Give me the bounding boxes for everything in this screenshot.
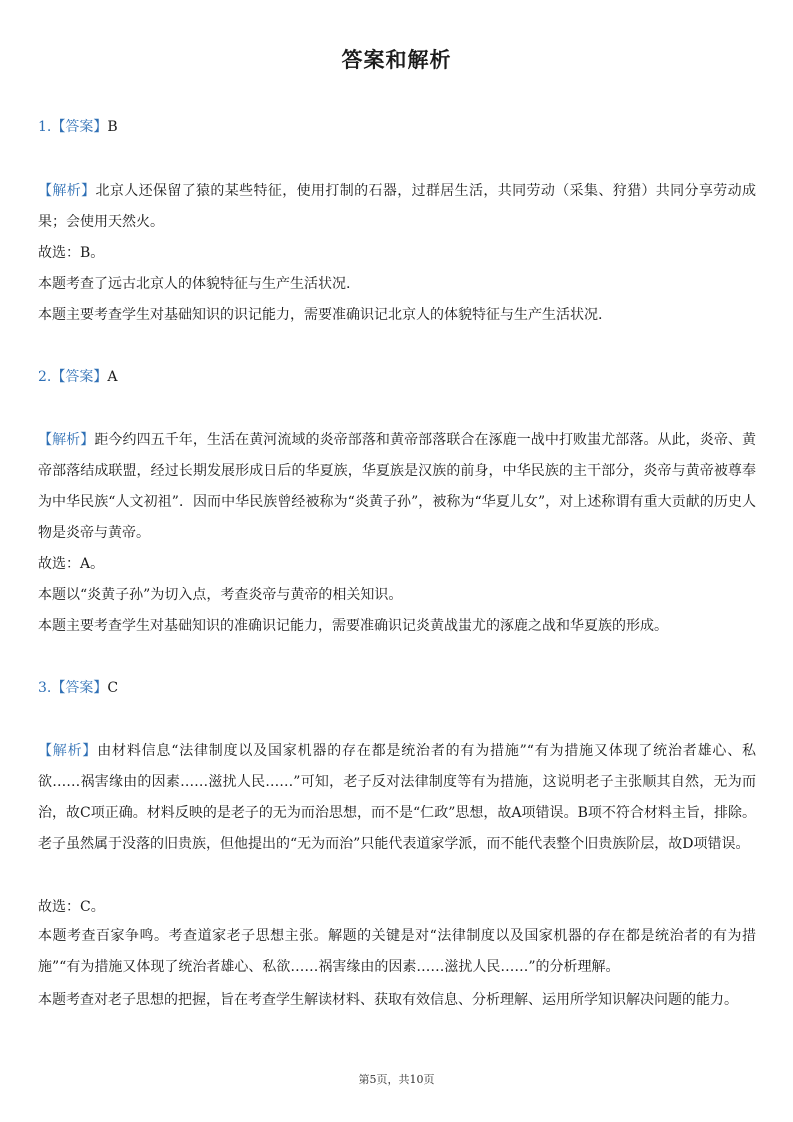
question-2-answer-header <box>38 367 117 387</box>
question-number: 2. <box>38 369 52 385</box>
analysis-tag: 【解析】 <box>38 183 96 199</box>
page-title: 答案和解析 <box>341 48 452 72</box>
analysis-tag: 【解析】 <box>38 432 95 448</box>
question-3-choice: 故选：C。 <box>38 899 105 915</box>
question-2-choice: 故选：A。 <box>38 556 105 572</box>
answer-tag: 【答案】 <box>51 119 108 135</box>
question-2-note-1: 本题以“炎黄子孙”为切入点，考查炎帝与黄帝的相关知识。 <box>38 587 403 603</box>
analysis-text: 北京人还保留了猿的某些特征，使用打制的石器，过群居生活，共同劳动（采集、狩猎）共同分享劳动成果；会使用天然火。 <box>38 183 757 230</box>
answer-tag: 【答案】 <box>51 369 108 385</box>
question-number: 1. <box>38 119 52 135</box>
question-1-note-1: 本题考查了远古北京人的体貌特征与生产生活状况. <box>38 276 351 292</box>
question-3-note-1: 本题考查百家争鸣。考查道家老子思想主张。解题的关键是对“法律制度以及国家机器的存在都是统治者的有为措施”“有为措施又体现了统治者雄心、私欲……祸害缘由的因素……滋扰人民……”的分析理解。 <box>38 928 756 975</box>
question-1-note-2: 本题主要考查学生对基础知识的识记能力，需要准确识记北京人的体貌特征与生产生活状况. <box>38 307 603 323</box>
answer-value: B <box>107 119 118 135</box>
question-2-analysis <box>38 425 756 549</box>
answer-value: C <box>107 680 119 696</box>
question-3-note-2: 本题考查对老子思想的把握，旨在考查学生解读材料、获取有效信息、分析理解、运用所学知识解决问题的能力。 <box>38 992 738 1008</box>
answer-tag: 【答案】 <box>51 680 108 696</box>
question-2-note-2: 本题主要考查学生对基础知识的准确识记能力，需要准确识记炎黄战蚩尤的涿鹿之战和华夏族的形成。 <box>38 618 668 634</box>
question-number: 3. <box>38 680 52 696</box>
answer-value: A <box>107 369 118 385</box>
analysis-text: 由材料信息“法律制度以及国家机器的存在都是统治者的有为措施”“有为措施又体现了统治者雄心、私欲……祸害缘由的因素……滋扰人民……”可知，老子反对法律制度等有为措施，这说明老子主张顺其自然，无为而治，故C项正确。材料反映的是老子的无为而治思想，而不是“仁政”思想，故A项错误。B项不符合材料主旨，排除。老子虽然属于没落的旧贵族，但他提出的“无为而治”只能代表道家学派，而不能代表整个旧贵族阶层，故D项错误。 <box>38 743 756 852</box>
analysis-tag: 【解析】 <box>38 743 98 759</box>
question-1-choice: 故选：B。 <box>38 245 105 261</box>
question-3-answer-header <box>38 678 118 698</box>
question-1-answer-header <box>38 117 118 137</box>
question-3-analysis <box>38 736 756 860</box>
analysis-text: 距今约四五千年，生活在黄河流域的炎帝部落和黄帝部落联合在涿鹿一战中打败蚩尤部落。从此，炎帝、黄帝部落结成联盟，经过长期发展形成日后的华夏族，华夏族是汉族的前身，中华民族的主干部分，炎帝与黄帝被尊奉为中华民族“人文初祖”．因而中华民族曾经被称为“炎黄子孙”，被称为“华夏儿女”，对上述称谓有重大贡献的历史人物是炎帝与黄帝。 <box>38 432 757 541</box>
question-1-analysis <box>38 176 756 238</box>
page-footer: 第5页，共10页 <box>358 1073 435 1086</box>
